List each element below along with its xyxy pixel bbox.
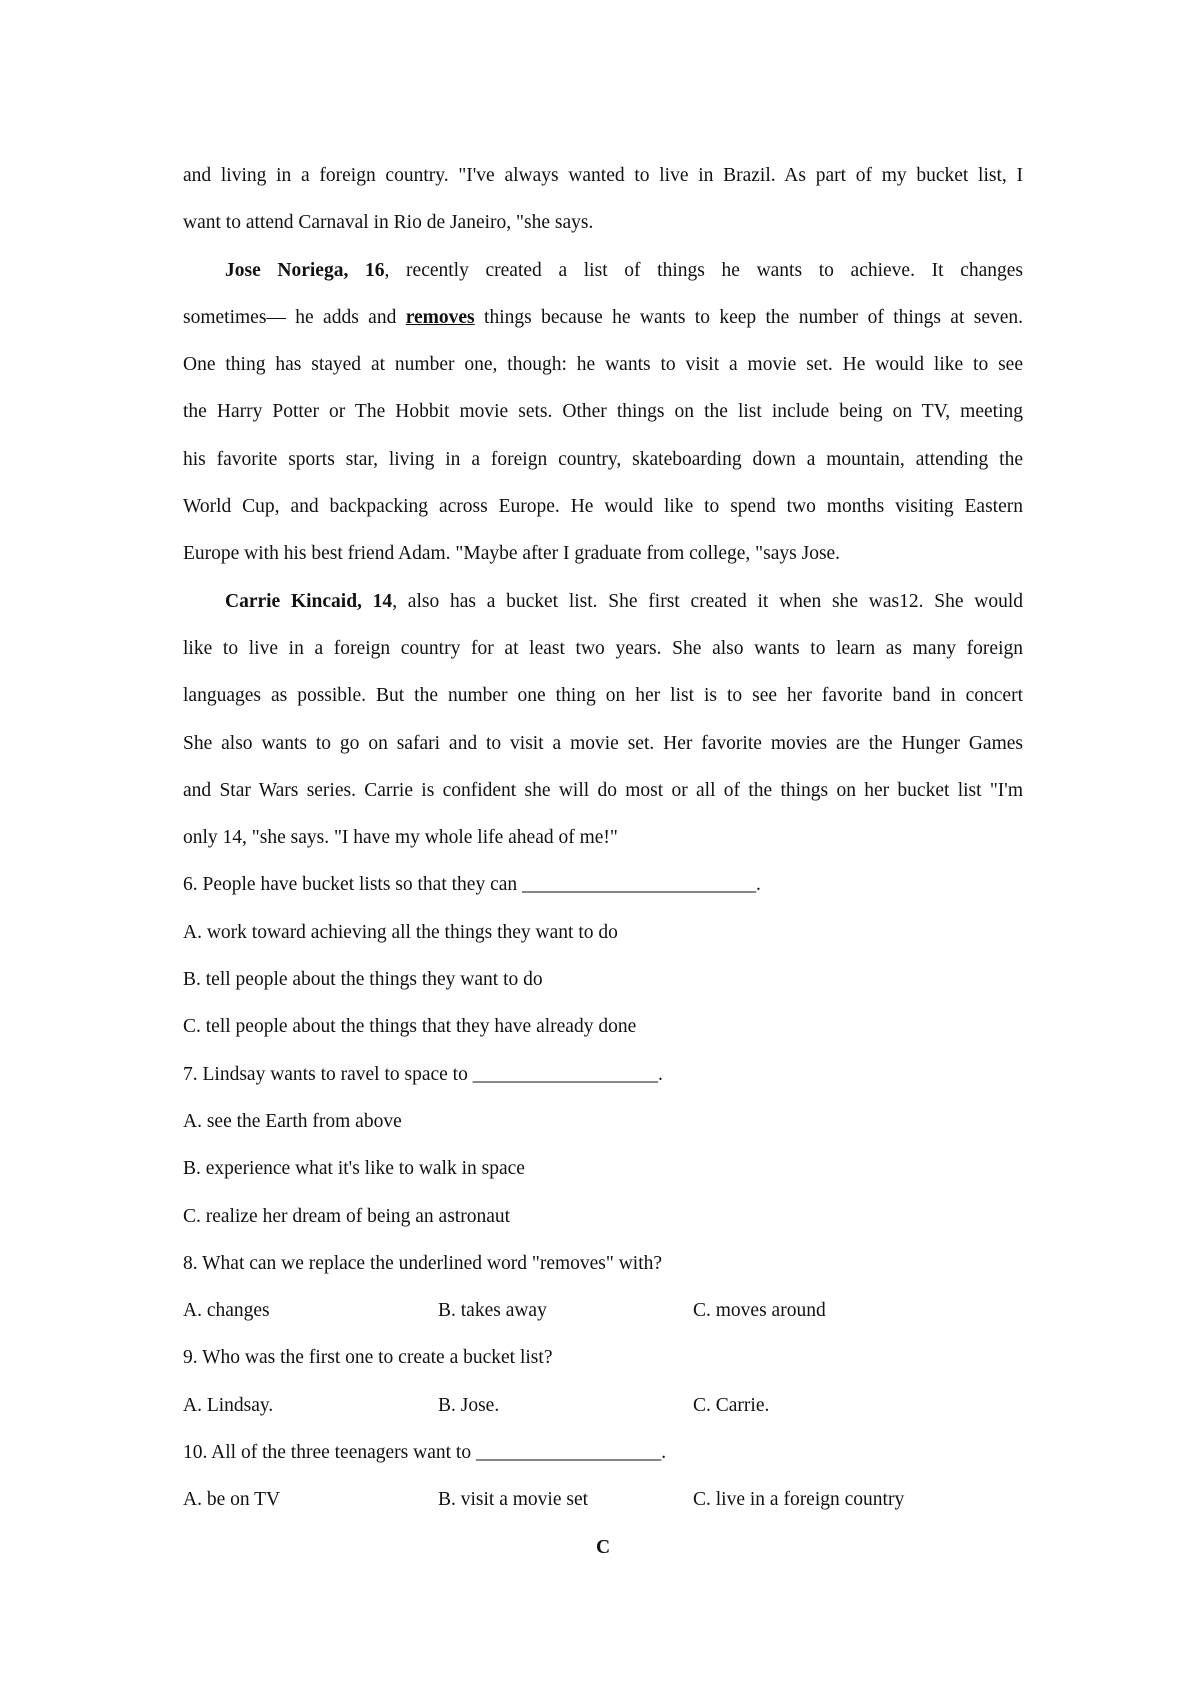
text-line: the Harry Potter or The Hobbit movie sets. Other things on the list include being on TV, meeting (183, 401, 1023, 423)
question-stem: 7. Lindsay wants to ravel to space to ___________________. (183, 1063, 663, 1085)
question-10 (183, 1429, 1023, 1524)
text-line: Europe with his best friend Adam. "Maybe after I graduate from college, "says Jose. (183, 543, 841, 565)
text-line: One thing has stayed at number one, though: he wants to visit a movie set. He would like to see (183, 354, 1023, 376)
option-a: A. work toward achieving all the things they want to do (183, 921, 618, 943)
option-b: B. Jose. (438, 1394, 500, 1416)
paragraph-lindsay-end (183, 152, 1023, 247)
option-a: A. changes (183, 1300, 270, 1322)
question-6 (183, 861, 1023, 1050)
option-c: C. live in a foreign country (693, 1489, 905, 1511)
option-c: C. tell people about the things that they have already done (183, 1016, 637, 1038)
option-row (183, 1287, 1023, 1334)
paragraph-jose (183, 247, 1023, 578)
question-9 (183, 1334, 1023, 1429)
text-fragment: sometimes— he adds and (183, 306, 406, 328)
option-c: C. Carrie. (693, 1394, 770, 1416)
text-line: and living in a foreign country. "I've always wanted to live in Brazil. As part of my bucket list, I (183, 165, 1023, 186)
question-stem: 6. People have bucket lists so that they can ________________________. (183, 874, 761, 896)
question-stem: 8. What can we replace the underlined word "removes" with? (183, 1252, 663, 1274)
person-name: Jose Noriega, 16 (225, 259, 385, 281)
text-line: and Star Wars series. Carrie is confident she will do most or all of the things on her bucket list "I'm (183, 779, 1023, 801)
question-7 (183, 1051, 1023, 1240)
text-line: want to attend Carnaval in Rio de Janeiro, "she says. (183, 212, 594, 234)
option-a: A. Lindsay. (183, 1394, 274, 1416)
text-fragment: , recently created a list of things he wants to achieve. It changes (384, 259, 1024, 281)
text-line (183, 247, 1023, 294)
text-fragment: , also has a bucket list. She first created it when she was12. She would (392, 590, 1023, 612)
text-line (183, 294, 1023, 341)
text-line: like to live in a foreign country for at least two years. She also wants to learn as many foreign (183, 637, 1023, 659)
paragraph-carrie (183, 578, 1023, 862)
option-row (183, 1476, 1023, 1523)
underlined-word: removes (405, 306, 475, 328)
question-stem: 10. All of the three teenagers want to ___________________. (183, 1442, 667, 1464)
text-line: She also wants to go on safari and to visit a movie set. Her favorite movies are the Hunger Games (183, 732, 1023, 754)
text-line: World Cup, and backpacking across Europe. He would like to spend two months visiting Eastern (183, 496, 1023, 518)
text-line (183, 578, 1023, 625)
person-name: Carrie Kincaid, 14 (225, 590, 393, 612)
document-page (183, 152, 1023, 1571)
question-stem: 9. Who was the first one to create a bucket list? (183, 1347, 553, 1369)
question-8 (183, 1240, 1023, 1335)
text-line: his favorite sports star, living in a foreign country, skateboarding down a mountain, attending the (183, 448, 1023, 470)
option-row (183, 1382, 1023, 1429)
option-c: C. realize her dream of being an astronaut (183, 1205, 511, 1227)
option-a: A. be on TV (183, 1489, 281, 1511)
section-heading: C (595, 1536, 611, 1558)
option-b: B. tell people about the things they want to do (183, 969, 543, 991)
text-line: only 14, "she says. "I have my whole life ahead of me!" (183, 827, 618, 849)
text-line: languages as possible. But the number one thing on her list is to see her favorite band in concert (183, 685, 1023, 707)
text-fragment: things because he wants to keep the number of things at seven. (474, 306, 1023, 328)
option-c: C. moves around (693, 1300, 826, 1322)
option-b: B. takes away (438, 1300, 547, 1322)
option-a: A. see the Earth from above (183, 1110, 402, 1132)
option-b: B. experience what it's like to walk in space (183, 1158, 525, 1180)
option-b: B. visit a movie set (438, 1489, 589, 1511)
